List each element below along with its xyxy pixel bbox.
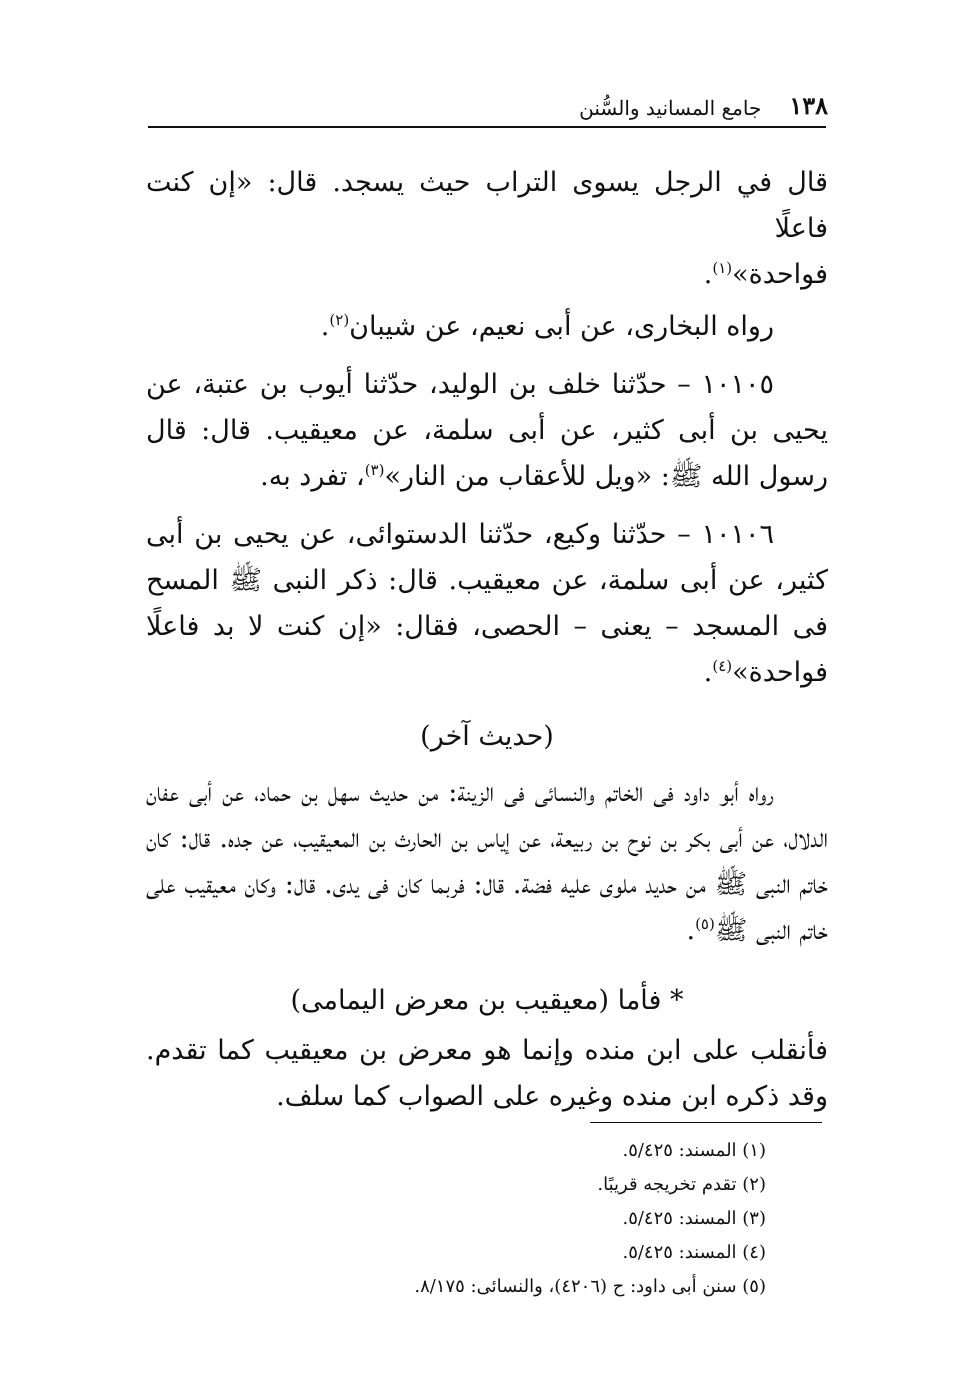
footnote-ref-4: (٤) [712,657,733,675]
paragraph-2 [146,304,828,350]
section-heading-other-hadith: (حديث آخر) [420,721,554,752]
running-header [148,86,828,120]
footnote-ref-2: (٢) [329,311,350,329]
header-rule [148,126,826,128]
footnote-3: (٣) المسند: ٥/٤٢٥. [622,1208,766,1229]
footnote-rule [590,1122,822,1123]
hadith-10106-text: ١٠١٠٦ – حدّثنا وكيع، حدّثنا الدستوائى، عن يحيى بن أبى كثير، عن أبى سلمة، عن معيقيب. قال: ذكر النبى ﷺ المسح فى المسجد – يعنى – الحصى، فقال: «إن كنت لا بد فاعلًا فواحدة» [146,519,828,688]
paragraph-1 [146,160,828,298]
footnote-5: (٥) سنن أبى داود: ح (٤٢٠٦)، والنسائى: ٨/١٧٥. [414,1276,766,1297]
paragraph-5 [146,770,828,954]
hadith-10106-end: . [703,657,713,688]
footnote-1: (١) المسند: ٥/٤٢٥. [622,1140,766,1161]
hadith-10106 [146,512,828,696]
hadith-10105 [146,362,828,500]
footnotes [148,1134,766,1304]
paragraph-2-text: رواه البخارى، عن أبى نعيم، عن شيبان [349,311,774,342]
footnote-ref-1: (١) [712,259,733,277]
footnote-4: (٤) المسند: ٥/٤٢٥. [622,1242,766,1263]
book-title: جامع المسانيد والسُّنن [579,96,762,120]
page-number: ١٣٨ [789,91,828,120]
paragraph-5-end: . [686,915,696,946]
hadith-10105-text: ١٠١٠٥ – حدّثنا خلف بن الوليد، حدّثنا أيوب بن عتبة، عن يحيى بن أبى كثير، عن أبى سلمة، عن معيقيب. قال: قال رسول الله ﷺ: «ويل للأعقاب من النار» [146,369,828,492]
paragraph-6-text: فأنقلب على ابن منده وإنما هو معرض بن معيقيب كما تقدم. وقد ذكره ابن منده وغيره على الصواب كما سلف. [146,1035,828,1112]
paragraph-5-text: رواه أبو داود فى الخاتم والنسائى فى الزينة: من حديث سهل بن حماد، عن أبى عفان الدلال، عن أبى بكر بن نوح بن ربيعة، عن إياس بن الحارث بن المعيقيب، عن جده. قال: كان خاتم النبى ﷺ من حديد ملوى عليه فضة. قال: فربما كان فى يدى. قال: وكان معيقيب على خاتم النبى ﷺ [146,777,828,946]
paragraph-1-line-2: فواحدة» [732,259,828,290]
paragraph-6 [146,1028,828,1120]
paragraph-1-end: . [703,259,713,290]
main-text [146,160,828,1132]
paragraph-1-line-1: قال في الرجل يسوى التراب حيث يسجد. قال: «إن كنت فاعلًا [146,167,828,244]
footnote-ref-5: (٥) [695,915,715,933]
hadith-10105-end: ، تفرد به. [260,461,365,492]
paragraph-2-end: . [320,311,330,342]
section-heading-muayqib: * فأما (معيقيب بن معرض اليمامى) [290,985,684,1016]
footnote-2: (٢) تقدم تخريجه قريبًا. [597,1174,766,1195]
footnote-ref-3: (٣) [364,461,385,479]
